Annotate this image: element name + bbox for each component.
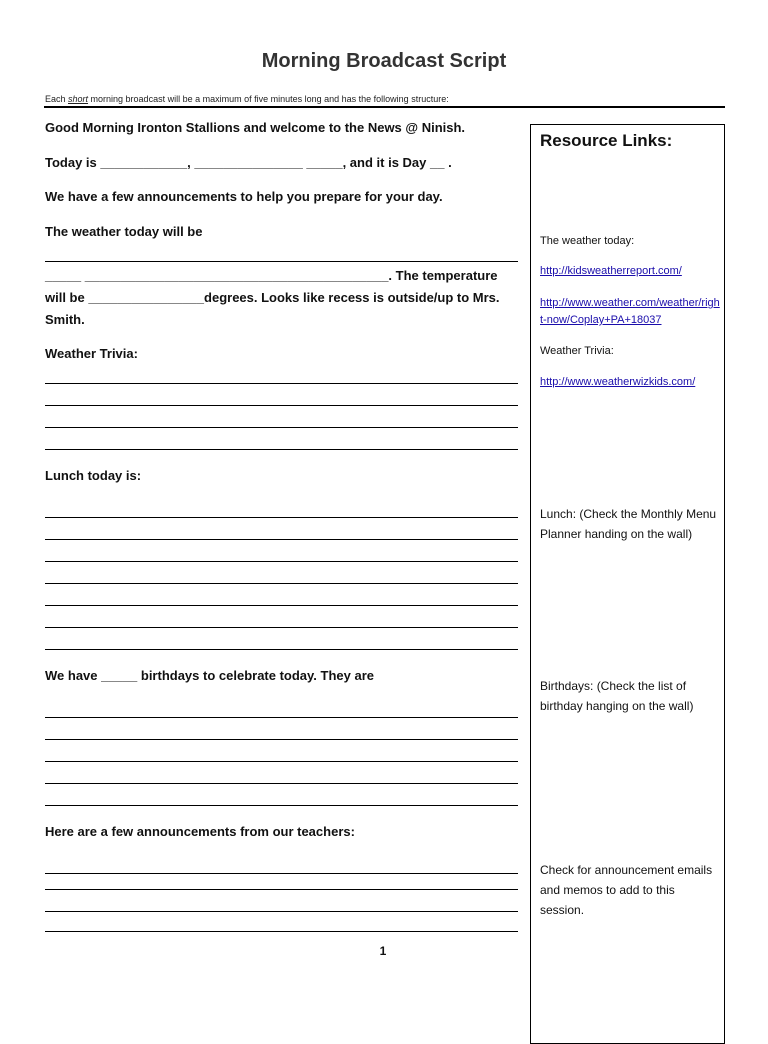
weather-link-weather-com[interactable]: http://www.weather.com/weather/right-now/Coplay+PA+18037 bbox=[540, 297, 720, 326]
lunch-heading: Lunch today is: bbox=[45, 468, 142, 483]
intro-after: morning broadcast will be a maximum of five minutes long and has the following structure: bbox=[88, 94, 449, 104]
trivia-line[interactable] bbox=[45, 405, 518, 406]
weather-continued: _____ __________________________________________. The temperature bbox=[45, 268, 498, 283]
lunch-line[interactable] bbox=[45, 605, 518, 606]
announcement-line[interactable] bbox=[45, 873, 518, 874]
lunch-line[interactable] bbox=[45, 583, 518, 584]
lunch-line[interactable] bbox=[45, 649, 518, 650]
weather-trivia-label: Weather Trivia: bbox=[540, 345, 614, 357]
weather-today-label: The weather today: bbox=[540, 235, 635, 247]
intro-text bbox=[45, 94, 449, 104]
announcements-intro: We have a few announcements to help you prepare for your day. bbox=[45, 189, 443, 204]
announcement-line[interactable] bbox=[45, 931, 518, 932]
intro-emphasis: short bbox=[68, 94, 89, 104]
weather-trivia-heading: Weather Trivia: bbox=[45, 346, 138, 361]
temperature-line: will be ________________degrees. Looks like recess is outside/up to Mrs. bbox=[45, 290, 500, 305]
intro-before: Each bbox=[45, 94, 69, 104]
birthday-line[interactable] bbox=[45, 783, 518, 784]
birthday-line[interactable] bbox=[45, 805, 518, 806]
trivia-link-weatherwizkids[interactable]: http://www.weatherwizkids.com/ bbox=[540, 376, 696, 388]
weather-blank-line[interactable] bbox=[45, 261, 518, 262]
announcement-line[interactable] bbox=[45, 889, 518, 890]
greeting-text: Good Morning Ironton Stallions and welcome to the News @ Ninish. bbox=[45, 120, 466, 135]
lunch-line[interactable] bbox=[45, 627, 518, 628]
birthday-line[interactable] bbox=[45, 761, 518, 762]
today-is-text: Today is ____________, _______________ _____, and it is Day __ . bbox=[45, 155, 452, 170]
teacher-announcements-heading: Here are a few announcements from our teachers: bbox=[45, 824, 355, 839]
weather-link-kidsweatherreport[interactable]: http://kidsweatherreport.com/ bbox=[540, 265, 682, 277]
weather-line: The weather today will be bbox=[45, 224, 203, 239]
trivia-line[interactable] bbox=[45, 427, 518, 428]
lunch-line[interactable] bbox=[45, 561, 518, 562]
announcement-line[interactable] bbox=[45, 911, 518, 912]
header-rule bbox=[44, 106, 725, 108]
page-number: 1 bbox=[379, 944, 387, 958]
birthdays-note: Birthdays: (Check the list of birthday hanging on the wall) bbox=[540, 679, 694, 713]
trivia-line[interactable] bbox=[45, 383, 518, 384]
trivia-line[interactable] bbox=[45, 449, 518, 450]
page-title: Morning Broadcast Script bbox=[261, 50, 507, 72]
lunch-line[interactable] bbox=[45, 517, 518, 518]
temperature-end: Smith. bbox=[45, 312, 85, 327]
announcements-note: Check for announcement emails and memos to add to this session. bbox=[540, 863, 713, 917]
lunch-line[interactable] bbox=[45, 539, 518, 540]
lunch-note: Lunch: (Check the Monthly Menu Planner handing on the wall) bbox=[540, 507, 717, 541]
resource-links-title: Resource Links: bbox=[540, 131, 673, 150]
birthday-line[interactable] bbox=[45, 739, 518, 740]
birthdays-heading: We have _____ birthdays to celebrate today. They are bbox=[45, 668, 374, 683]
birthday-line[interactable] bbox=[45, 717, 518, 718]
